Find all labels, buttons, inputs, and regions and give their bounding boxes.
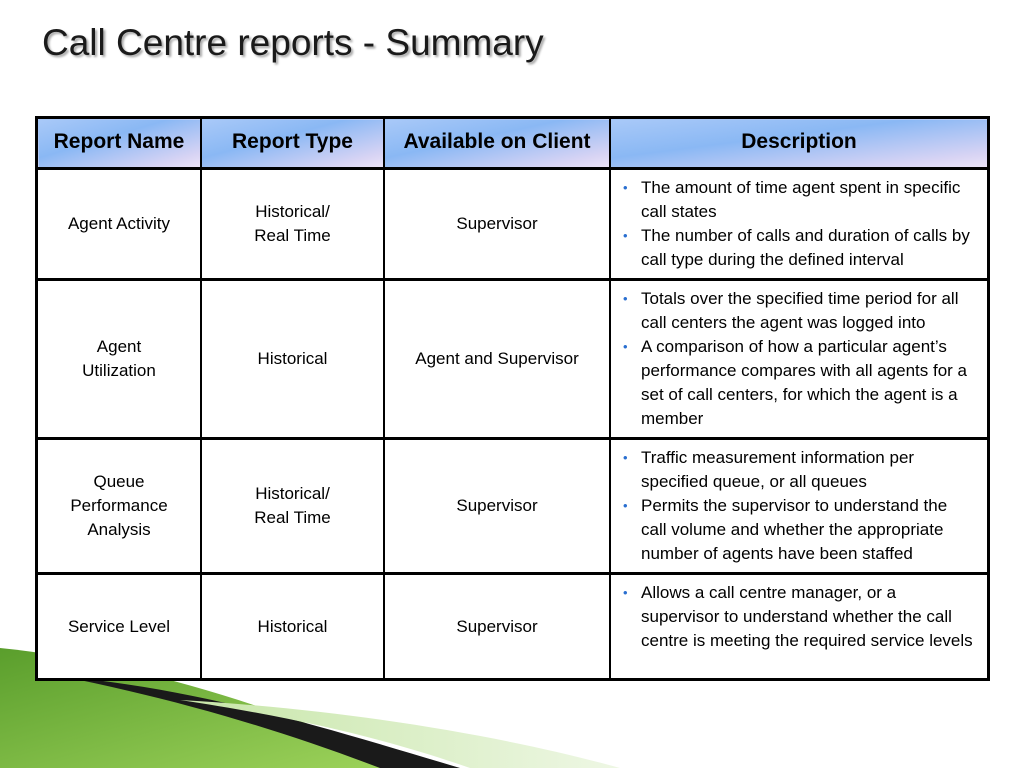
cell-description — [610, 169, 989, 280]
cell-description — [610, 574, 989, 680]
description-bullet — [617, 176, 977, 224]
cell-report-name — [37, 280, 202, 439]
bullet-icon: • — [623, 180, 628, 195]
cell-available-on-client: Supervisor — [384, 439, 610, 574]
cell-report-name: Agent Activity — [37, 169, 202, 280]
description-bullet — [617, 335, 977, 431]
table-row — [37, 439, 989, 574]
table-row — [37, 280, 989, 439]
cell-description — [610, 280, 989, 439]
report-type-text: Historical/ Real Time — [254, 202, 331, 245]
bullet-icon: • — [623, 450, 628, 465]
cell-report-type: Historical — [201, 280, 384, 439]
cell-report-type — [201, 439, 384, 574]
description-text: Totals over the specified time period for all call centers the agent was logged into — [641, 289, 959, 332]
table-header-row — [37, 118, 989, 169]
cell-report-type — [201, 169, 384, 280]
cell-available-on-client: Supervisor — [384, 574, 610, 680]
slide-title: Call Centre reports - Summary — [42, 22, 544, 63]
description-bullet — [617, 446, 977, 494]
description-text: A comparison of how a particular agent’s performance compares with all agents for a set of call centers, for which the agent is a member — [641, 337, 967, 428]
description-text: Traffic measurement information per specified queue, or all queues — [641, 448, 915, 491]
description-bullet — [617, 224, 977, 272]
report-type-text: Historical/ Real Time — [254, 484, 331, 527]
description-text: Allows a call centre manager, or a supervisor to understand whether the call centre is meeting the required service levels — [641, 583, 973, 650]
cell-available-on-client: Supervisor — [384, 169, 610, 280]
header-report-name: Report Name — [37, 118, 202, 169]
header-report-type: Report Type — [201, 118, 384, 169]
bullet-icon: • — [623, 585, 628, 600]
description-text: The amount of time agent spent in specific call states — [641, 178, 961, 221]
bullet-icon: • — [623, 291, 628, 306]
table-row — [37, 574, 989, 680]
bullet-icon: • — [623, 339, 628, 354]
cell-available-on-client: Agent and Supervisor — [384, 280, 610, 439]
cell-report-name: Service Level — [37, 574, 202, 680]
description-bullet — [617, 494, 977, 566]
cell-report-name — [37, 439, 202, 574]
report-name-text: Queue Performance Analysis — [70, 472, 168, 539]
cell-report-type: Historical — [201, 574, 384, 680]
report-name-text: Agent Utilization — [82, 337, 156, 380]
table-row — [37, 169, 989, 280]
header-description: Description — [610, 118, 989, 169]
cell-description — [610, 439, 989, 574]
description-text: The number of calls and duration of calls by call type during the defined interval — [641, 226, 970, 269]
header-available-on-client: Available on Client — [384, 118, 610, 169]
description-bullet — [617, 287, 977, 335]
description-bullet — [617, 581, 977, 653]
reports-table — [35, 116, 990, 681]
description-text: Permits the supervisor to understand the call volume and whether the appropriate number of agents have been staffed — [641, 496, 948, 563]
bullet-icon: • — [623, 498, 628, 513]
bullet-icon: • — [623, 228, 628, 243]
